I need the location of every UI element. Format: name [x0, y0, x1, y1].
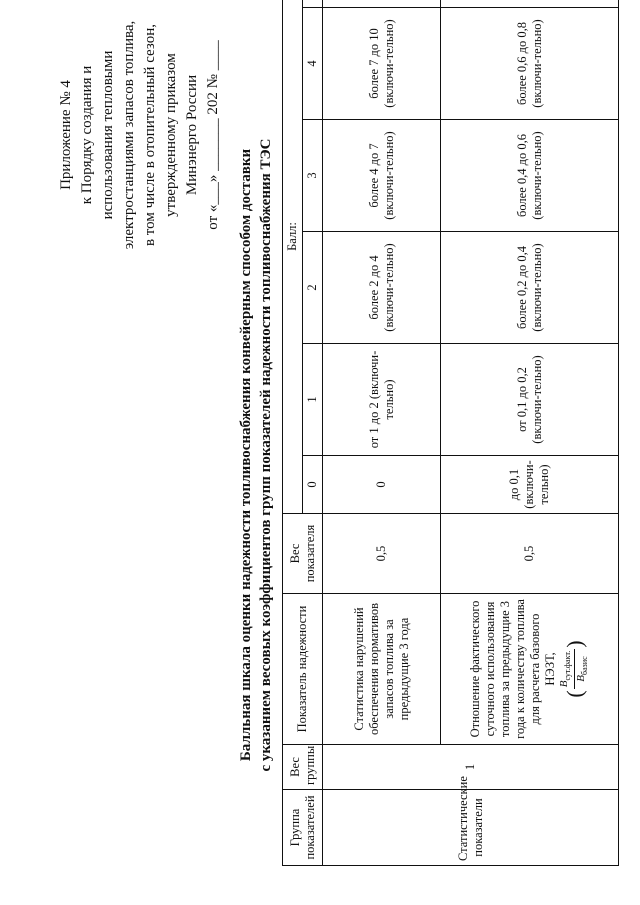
- ratio-formula: ( $B_{сут.факт.}$ $B_{базис}$ ): [557, 640, 590, 698]
- header-group-weight: Вес группы: [283, 745, 323, 790]
- indicator-weight-cell: 0,5: [441, 514, 619, 594]
- appendix-note: [56, 5, 224, 265]
- score-column-0: 0: [303, 456, 323, 514]
- score-cell: от 0,1 до 0,2 (включи-тельно): [441, 344, 619, 456]
- score-cell: более 0,6 до 0,8 (включи-тельно): [441, 8, 619, 120]
- appendix-line: утвержденному приказом: [163, 53, 179, 217]
- appendix-line: от «___» _______ 202 № ____: [205, 40, 221, 230]
- score-column-5: [303, 0, 323, 8]
- score-column-4: 4: [303, 8, 323, 120]
- score-cell: более 2 до 4 (включи-тельно): [323, 232, 441, 344]
- appendix-line: к Порядку создания и: [79, 65, 95, 205]
- header-indicator: Показатель надежности: [283, 594, 323, 745]
- title-line-1: Балльная шкала оценки надежности топливоснабжения конвейерным способом доставки: [238, 148, 254, 762]
- score-cell: более 4 до 7 (включи-тельно): [323, 120, 441, 232]
- indicator-cell: Статистика нарушений обеспечения нормативов запасов топлива за предыдущие 3 года: [323, 594, 441, 745]
- score-cell: от 1 до 2 (включи-тельно): [323, 344, 441, 456]
- appendix-line: Приложение № 4: [58, 80, 74, 190]
- score-column-3: 3: [303, 120, 323, 232]
- group-name: Статистические показатели: [323, 790, 619, 866]
- header-indicator-weight: Вес показателя: [283, 514, 323, 594]
- score-column-2: 2: [303, 232, 323, 344]
- score-cell: [441, 0, 619, 8]
- table-row: [323, 0, 441, 866]
- denominator-base: B: [575, 674, 587, 682]
- score-cell: более 7 до 10 (включи-тельно): [323, 8, 441, 120]
- numerator-base: B: [557, 680, 570, 688]
- score-cell: до 0,1 (включи-тельно): [441, 456, 619, 514]
- header-score: Балл:: [283, 0, 303, 514]
- table-row: [441, 0, 619, 866]
- table-header-row: [283, 0, 303, 866]
- numerator-sub: сут.факт.: [563, 650, 572, 681]
- score-cell: более 0,2 до 0,4 (включи-тельно): [441, 232, 619, 344]
- appendix-line: в том числе в отопительный сезон,: [142, 23, 158, 247]
- title-line-2: с указанием весовых коэффициентов групп показателей надежности топливоснабжения ТЭС: [258, 138, 274, 772]
- indicator-weight-cell: 0,5: [323, 514, 441, 594]
- score-cell: [323, 0, 441, 8]
- score-cell: 0: [323, 456, 441, 514]
- appendix-line: использования тепловыми: [100, 50, 116, 220]
- score-column-1: 1: [303, 344, 323, 456]
- group-weight: 1: [323, 745, 619, 790]
- denominator-sub: базис: [580, 656, 590, 675]
- score-cell: более 0,4 до 0,6 (включи-тельно): [441, 120, 619, 232]
- indicator-text: Отношение фактического суточного использования топлива за предыдущие 3 года к количеству топлива для расчета базового НЭЗТ,: [467, 599, 557, 739]
- header-group: Группа показателей: [283, 790, 323, 866]
- appendix-line: Минэнерго России: [184, 74, 200, 196]
- appendix-line: электростанциями запасов топлива,: [121, 20, 137, 250]
- indicator-cell: [441, 594, 619, 745]
- reliability-score-table: [282, 0, 619, 866]
- document-title: [236, 85, 276, 825]
